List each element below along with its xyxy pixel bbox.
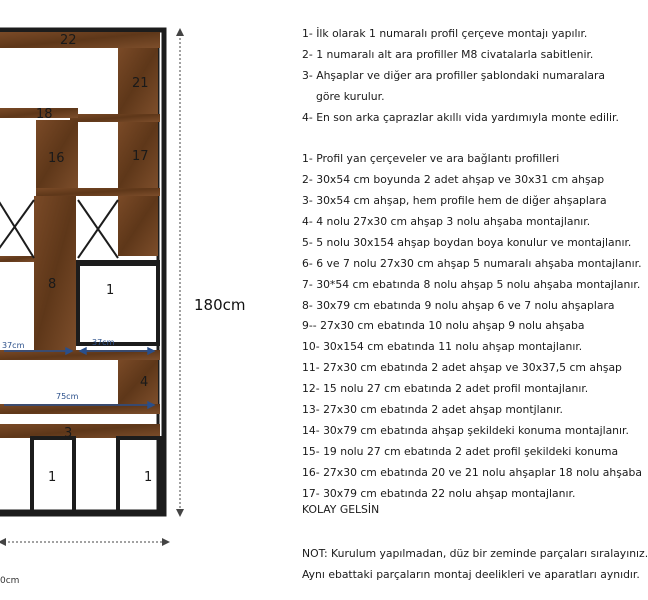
dim-37-right: 37cm [92,338,115,347]
width-arrow-right [162,538,170,546]
height-arrow-top [176,28,184,36]
step-b-2: 2- 30x54 cm boyunda 2 adet ahşap ve 30x31 cm ahşap [302,173,605,187]
step-b-12: 12- 15 nolu 27 cm ebatında 2 adet profil montajlanır. [302,382,589,396]
metal-box-1-mid [78,264,158,344]
step-b-8: 8- 30x79 cm ebatında 9 nolu ahşap 6 ve 7 nolu ahşaplara [302,298,615,312]
cross-brace-b [0,200,34,250]
note-line-1: NOT: Kurulum yapılmadan, düz bir zeminde parçaları sıralayınız. [302,547,648,560]
bottom-width-label: 0cm [0,576,20,586]
note-line-2: Aynı ebattaki parçaların montaj deelikleri ve aparatları aynıdır. [302,568,640,581]
dim-37-left: 37cm [2,341,25,350]
label-21: 21 [132,76,149,91]
step-b-4: 4- 4 nolu 27x30 cm ahşap 3 nolu ahşaba montajlanır. [302,215,591,229]
step-b-10: 10- 30x154 cm ebatında 11 nolu ahşap montajlanır. [302,340,583,354]
label-8: 8 [48,277,57,292]
step-b-6: 6- 6 ve 7 nolu 27x30 cm ahşap 5 numaralı ahşaba montajlanır. [302,256,642,270]
shelf-left-mid [0,256,34,262]
step-a-1: 1- İlk olarak 1 numaralı profil çerçeve montajı yapılır. [302,27,588,40]
panel-22 [0,32,160,48]
step-a-2: 2- 1 numaralı alt ara profiller M8 civatalarla sabitlenir. [302,47,594,61]
step-b-5: 5- 5 nolu 30x154 ahşap boydan boya konulur ve montajlanır. [302,235,632,249]
right-column-wood [118,196,158,256]
height-arrow-bottom [176,509,184,517]
step-b-13: 13- 27x30 cm ebatında 2 adet ahşap montjlanır. [302,403,563,417]
label-3: 3 [64,426,73,441]
panel-3 [0,424,160,438]
step-a-3-cont: göre kurulur. [316,89,385,103]
height-label: 180cm [194,296,246,314]
step-b-11: 11- 27x30 cm ebatında 2 adet ahşap ve 30x37,5 cm ahşap [302,361,622,375]
label-22: 22 [60,33,77,48]
label-17: 17 [132,149,149,164]
step-a-4: 4- En son arka çaprazlar akıllı vida yardımıyla monte edilir. [302,110,619,124]
step-b-17: 17- 30x79 cm ebatında 22 nolu ahşap montajlanır. [302,486,576,500]
shelf-under-21 [70,114,160,122]
step-a-3: 3- Ahşaplar ve diğer ara profiller şablondaki numaralara [302,68,606,82]
label-1-bl: 1 [48,470,57,485]
step-b-16: 16- 27x30 cm ebatında 20 ve 21 nolu ahşaplar 18 nolu ahşaba [302,465,642,479]
width-arrow-left [0,538,6,546]
step-b-14: 14- 30x79 cm ebatında ahşap şekildeki konuma montajlanır. [302,423,629,437]
panel-8 [34,196,76,350]
dim-75: 75cm [56,392,79,401]
note-block [302,543,648,585]
shelf-row-mid [36,188,160,196]
spacer [302,128,600,149]
step-b-15: 15- 19 nolu 27 cm ebatında 2 adet profil şekildeki konuma [302,444,619,458]
label-16: 16 [48,151,65,166]
step-b-3: 3- 30x54 cm ahşap, hem profile hem de diğer ahşaplara [302,194,607,208]
step-b-7: 7- 30*54 cm ebatında 8 nolu ahşap 5 nolu ahşaba montajlanır. [302,277,641,291]
label-1-br: 1 [144,470,153,485]
step-b-9: 9-- 27x30 cm ebatında 10 nolu ahşap 9 nolu ahşaba [302,319,585,333]
closing-text: KOLAY GELSİN [302,503,380,516]
label-4: 4 [140,375,149,390]
instruction-steps [302,24,642,504]
metal-box-1-br [118,438,160,512]
step-b-1: 1- Profil yan çerçeveler ve ara bağlantı profilleri [302,152,560,166]
panel-4 [118,360,158,404]
label-1-mid: 1 [106,283,115,298]
label-18: 18 [36,107,53,122]
